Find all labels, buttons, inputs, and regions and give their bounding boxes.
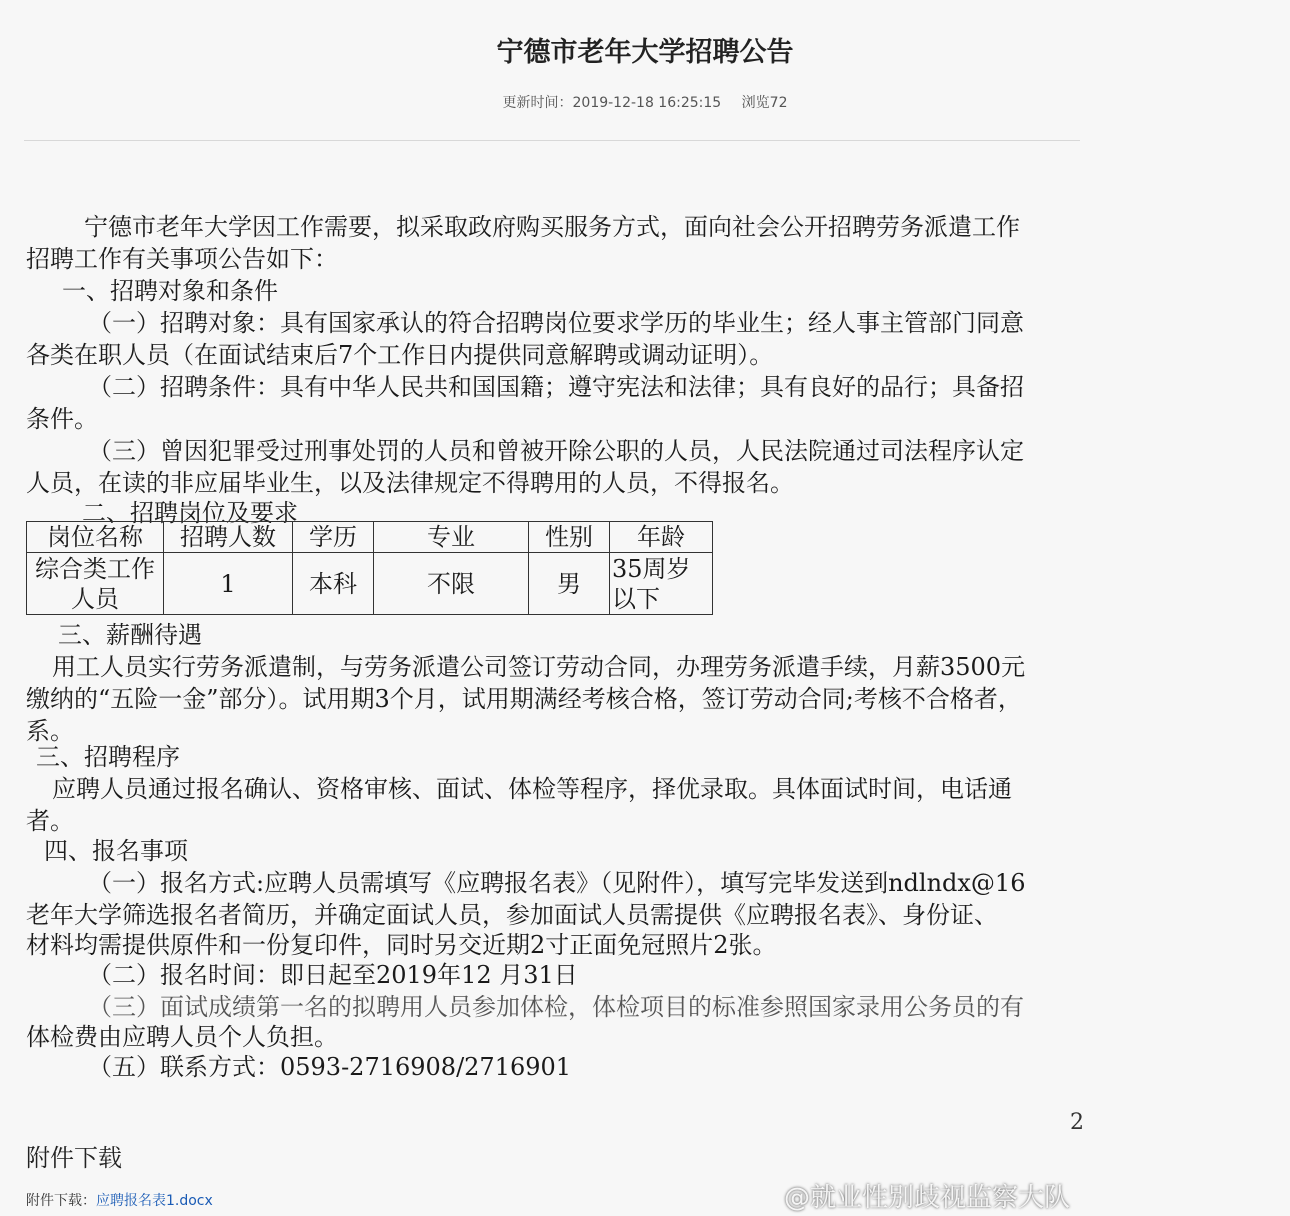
attachment-label: 附件下载： [26,1193,96,1209]
table-cell-education: 本科 [293,553,374,615]
clause-4-5-contact: （五）联系方式：0593-2716908/2716901 [88,1053,572,1081]
cropped-text: 2 [1070,1110,1084,1135]
table-cell-count: 1 [164,553,293,615]
clause-1-3-cont: 人员，在读的非应届毕业生，以及法律规定不得聘用的人员，不得报名。 [26,469,794,497]
table-header-cell: 岗位名称 [27,522,164,553]
attachment-line [26,1190,213,1210]
table-header-cell: 年龄 [610,522,713,553]
weibo-watermark: @就业性别歧视监察大队 [783,1183,1070,1213]
procedure-paragraph: 应聘人员通过报名确认、资格审核、面试、体检等程序，择优录取。具体面试时间，电话通 [52,775,1012,803]
section-heading-1: 一、招聘对象和条件 [62,277,278,305]
section-heading-2: 二、招聘岗位及要求 [82,499,298,527]
article-meta [0,92,1290,112]
table-header-cell: 招聘人数 [164,522,293,553]
table-cell-major: 不限 [374,553,529,615]
table-cell-position: 综合类工作人员 [27,553,164,615]
salary-paragraph-cont: 缴纳的“五险一金”部分）。试用期3个月，试用期满经考核合格，签订劳动合同;考核不合格者， [26,685,1022,713]
page-title: 宁德市老年大学招聘公告 [496,37,794,68]
clause-1-2: （二）招聘条件：具有中华人民共和国国籍；遵守宪法和法律；具有良好的品行；具备招 [88,373,1024,401]
clause-1-1: （一）招聘对象：具有国家承认的符合招聘岗位要求学历的毕业生；经人事主管部门同意 [88,309,1024,337]
clause-4-3: （三）面试成绩第一名的拟聘用人员参加体检，体检项目的标准参照国家录用公务员的有 [88,993,1024,1021]
clause-1-3: （三）曾因犯罪受过刑事处罚的人员和曾被开除公职的人员，人民法院通过司法程序认定 [88,437,1024,465]
clause-4-1: （一）报名方式:应聘人员需填写《应聘报名表》（见附件），填写完毕发送到ndlndx@16 [88,869,1026,897]
table-cell-gender: 男 [529,553,610,615]
view-count: 浏览72 [741,95,788,111]
section-heading-4: 四、报名事项 [44,837,188,865]
attachment-heading: 附件下载 [26,1144,122,1172]
divider [24,140,1080,141]
table-header-cell: 专业 [374,522,529,553]
clause-4-1-cont: 老年大学筛选报名者简历，并确定面试人员，参加面试人员需提供《应聘报名表》、身份证、 [26,901,998,929]
procedure-paragraph-end: 者。 [26,807,74,835]
clause-1-2-cont: 条件。 [26,405,98,433]
table-header-cell: 性别 [529,522,610,553]
clause-4-3-cont: 体检费由应聘人员个人负担。 [26,1023,338,1051]
table-row [27,553,713,615]
salary-paragraph-end: 系。 [26,717,74,745]
table-header-row [27,522,713,553]
salary-paragraph: 用工人员实行劳务派遣制，与劳务派遣公司签订劳动合同，办理劳务派遣手续，月薪3500元 [52,653,1026,681]
table-cell-age: 35周岁以下 [610,553,713,615]
paragraph-intro: 宁德市老年大学因工作需要，拟采取政府购买服务方式，面向社会公开招聘劳务派遣工作 [84,213,1020,241]
paragraph-intro-cont: 招聘工作有关事项公告如下： [26,245,338,273]
section-heading-procedure: 三、招聘程序 [36,743,180,771]
clause-1-1-cont: 各类在职人员（在面试结束后7个工作日内提供同意解聘或调动证明）。 [26,341,774,369]
attachment-link[interactable]: 应聘报名表1.docx [96,1193,213,1209]
positions-table [26,521,713,615]
table-header-cell: 学历 [293,522,374,553]
clause-4-1-end: 材料均需提供原件和一份复印件，同时另交近期2寸正面免冠照片2张。 [26,931,777,959]
section-heading-3: 三、薪酬待遇 [58,621,202,649]
clause-4-2: （二）报名时间：即日起至2019年12 月31日 [88,961,578,989]
updated-time: 更新时间：2019-12-18 16:25:15 [502,95,722,111]
